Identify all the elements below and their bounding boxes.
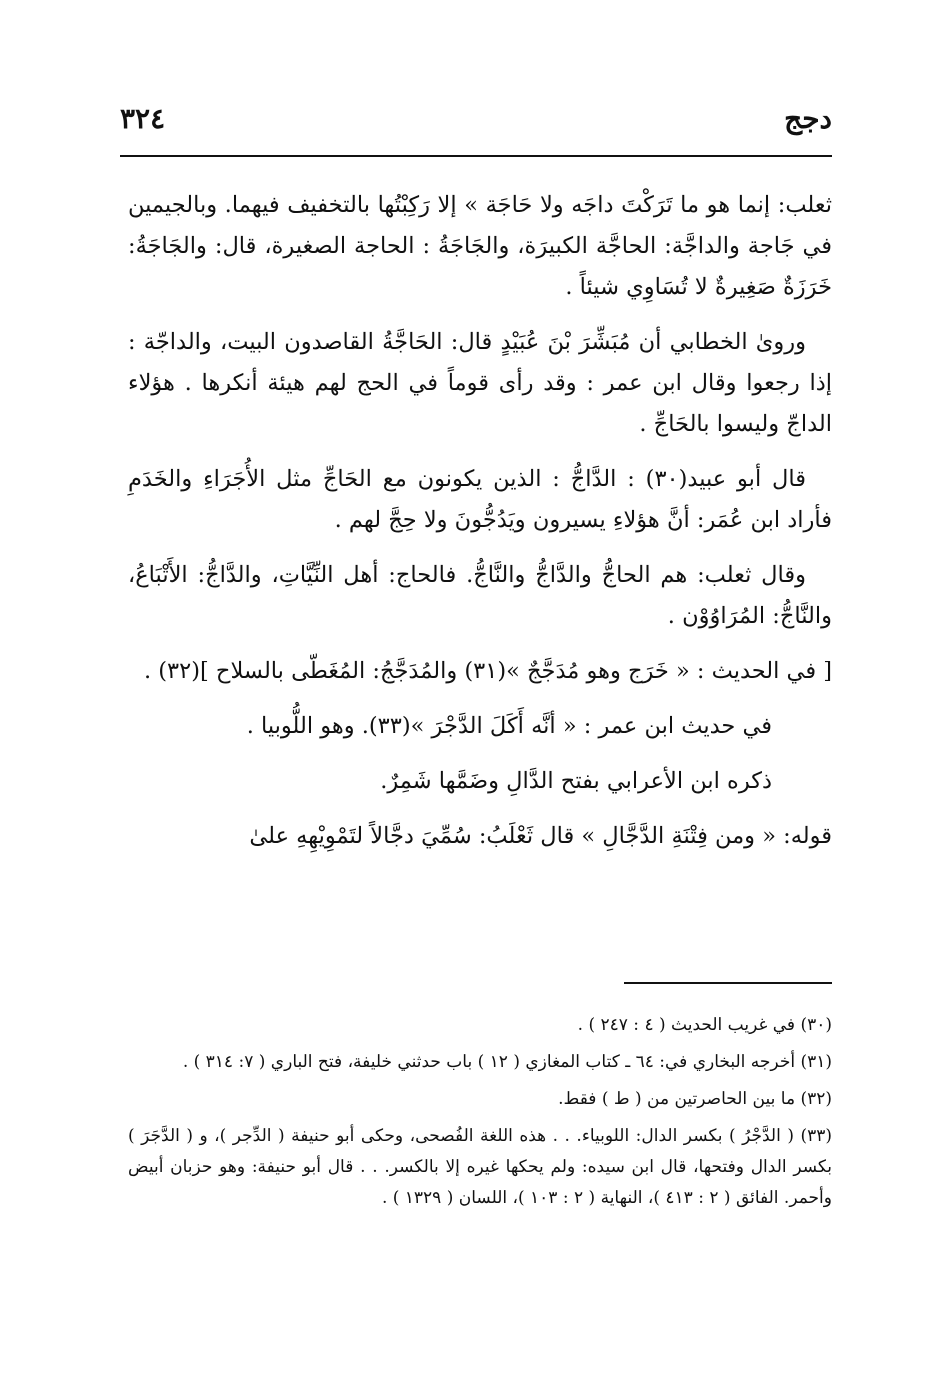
paragraph: قال أبو عبيد(٣٠) : الدَّاجُّ : الذين يكونون مع الحَاجِّ مثل الأُجَرَاءِ والخَدَمِ فأراد ابن عُمَر: أنَّ هؤلاءِ يسيرون ويَدُجُّونَ ولا حِجَّ لهم . [128,466,832,533]
page-header [120,92,832,148]
paragraph: وروىٰ الخطابي أن مُبَشِّرَ بْنَ عُبَيْدٍ قال: الحَاجَّةُ القاصدون البيت، والداجّة : إذا رجعوا وقال ابن عمر : وقد رأى قوماً في الحج لهم هيئة أنكرها . هؤلاء الداجّ وليسوا بالحَاجِّ . [128,329,832,437]
entry-keyword: دجج [784,102,832,135]
header-divider [120,155,832,157]
paragraph: ثعلب: إنما هو ما تَرَكْتَ داجَه ولا حَاجَة » إلا رَكِبْتُها بالتخفيف فيهما. وبالجيمين في جَاجة والداجَّة: الحاجَّة الكبيرَة، والجَاجَةُ : الحاجة الصغيرة، قال: والجَاجَةُ: خَرَزَةٌ صَغِيرةٌ لا تُسَاوِي شيئاً . [128,192,832,300]
footnote-divider [624,982,832,984]
paragraph: وقال ثعلب: هم الحاجُّ والدَّاجُّ والنَّاجُّ. فالحاج: أهل النِّيَّاتِ، والدَّاجُّ: الأَتْبَاعُ، والنَّاجُّ: المُرَاوُوْن . [128,562,832,629]
footnote: (٣١) أخرجه البخاري في: ٦٤ ـ كتاب المغازي ( ١٢ ) باب حدثني خليفة، فتح الباري ( ٧: ٣١٤ ) . [182,1052,832,1072]
paragraph: في حديث ابن عمر : « أنَّه أَكَلَ الدَّجْرَ »(٣٣). وهو اللُّوبيا . [246,713,772,739]
page-number: ٣٢٤ [120,102,166,135]
footnotes [128,1010,832,1220]
footnote: (٣٣) ( الدَّجْرُ ) بكسر الدال: اللوبياء. . . هذه اللغة الفُصحى، وحكى أبو حنيفة ( الدِّجر )، و ( الدَّجَرَ ) بكسر الدال وفتحها، قال ابن سيده: ولم يحكها غيره إلا بالكسر. . . قال أبو حنيفة: وهو حزبان أبيض وأحمر. الفائق ( ٢ : ٤١٣ )، النهاية ( ٢ : ١٠٣ )، اللسان ( ١٣٢٩ ) . [128,1126,832,1208]
footnote: (٣٠) في غريب الحديث ( ٤ : ٢٤٧ ) . [577,1015,832,1035]
main-text [128,185,832,871]
paragraph: قوله: « ومن فِتْنَةِ الدَّجَّالِ » قال ثَعْلَبُ: سُمِّيَ دجَّالاً لتَمْوِيْهِهِ علىٰ [249,823,832,849]
paragraph: [ في الحديث : « خَرَج وهو مُدَجَّجٌ »(٣١) والمُدَجَّجُ: المُغَطّى بالسلاح ](٣٢) . [143,658,832,684]
paragraph: ذكره ابن الأعرابي بفتح الدَّالِ وضَمَّها شَمِرٌ. [380,768,772,794]
footnote: (٣٢) ما بين الحاصرتين من ( ط ) فقط. [558,1089,832,1109]
